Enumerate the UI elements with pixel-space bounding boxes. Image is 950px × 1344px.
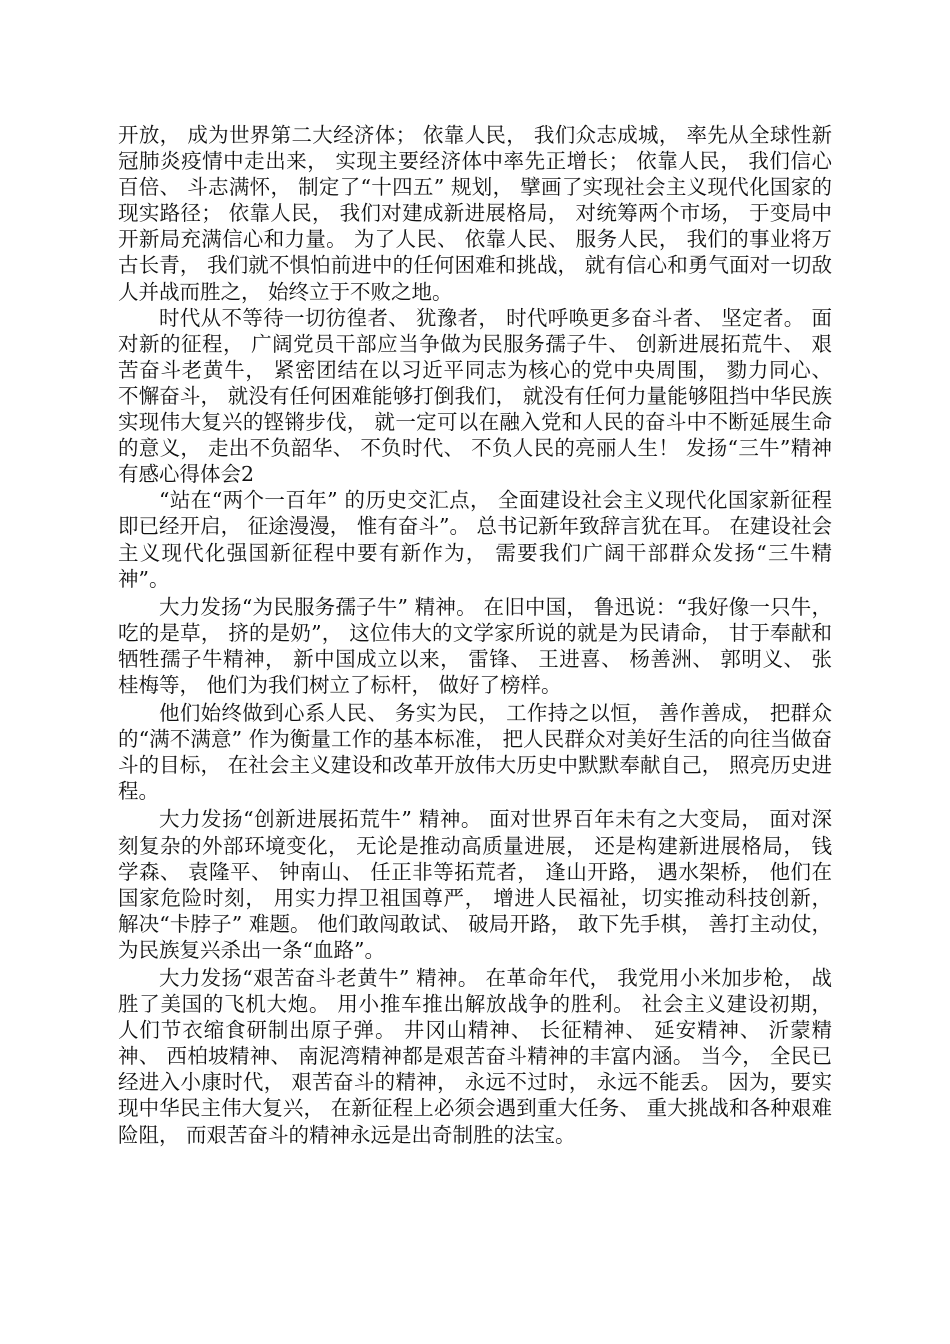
paragraph-serve-people: 他们始终做到心系人民、 务实为民， 工作持之以恒， 善作善成， 把群众的“满不满意” 作为衡量工作的基本标准， 把人民群众对美好生活的向往当做奋斗的目标， 在社会主义建设和改革开放伟大历史中默默奉献自己， 照亮历史进程。 — [118, 701, 832, 804]
paragraph-new-journey: “站在“两个一百年” 的历史交汇点， 全面建设社会主义现代化国家新征程即已经开启， 征途漫漫， 惟有奋斗”。 总书记新年致辞言犹在耳。 在建设社会主义现代化强国新征程中要有新作为， 需要我们广阔干部群众发扬“三牛精神”。 — [118, 488, 832, 591]
paragraph-service-ox: 大力发扬“为民服务孺子牛” 精神。 在旧中国， 鲁迅说：“我好像一只牛， 吃的是草， 挤的是奶”， 这位伟大的文学家所说的就是为民请命， 甘于奉献和牺牲孺子牛精神， 新中国成立以来， 雷锋、 王进喜、 杨善洲、 郭明义、 张桂梅等， 他们为我们树立了标杆， 做好了榜样。 — [118, 594, 832, 697]
paragraph-people-reliance: 开放， 成为世界第二大经济体； 依靠人民， 我们众志成城， 率先从全球性新冠肺炎疫情中走出来， 实现主要经济体中率先正增长； 依靠人民， 我们信心百倍、 斗志满怀， 制定了“十四五” 规划， 擘画了实现社会主义现代化国家的现实路径； 依靠人民， 我们对建成新进展格局， 对统筹两个市场， 于变局中开新局充满信心和力量。 为了人民、 依靠人民、 服务人民， 我们的事业将万古长青， 我们就不惧怕前进中的任何困难和挑战， 就有信心和勇气面对一切敌人并战而胜之， 始终立于不败之地。 — [118, 123, 832, 304]
paragraph-era-strivers: 时代从不等待一切彷徨者、 犹豫者， 时代呼唤更多奋斗者、 坚定者。 面对新的征程， 广阔党员干部应当争做为民服务孺子牛、 创新进展拓荒牛、 艰苦奋斗老黄牛， 紧密团结在以习近平同志为核心的党中央周围， 勠力同心、 不懈奋斗， 就没有任何困难能够打倒我们， 就没有任何力量能够阻挡中华民族实现伟大复兴的铿锵步伐， 就一定可以在融入党和人民的奋斗中不断延展生命的意义， 走出不负韶华、 不负时代、 不负人民的亮丽人生！ 发扬“三牛”精神有感心得体会2 — [118, 305, 832, 487]
document-body — [118, 122, 832, 1148]
paragraph-pioneer-ox: 大力发扬“创新进展拓荒牛” 精神。 面对世界百年未有之大变局， 面对深刻复杂的外部环境变化， 无论是推动高质量进展， 还是构建新进展格局， 钱学森、 袁隆平、 钟南山、 任正非等拓荒者， 逢山开路， 遇水架桥， 他们在国家危险时刻， 用实力捍卫祖国尊严， 增进人民福祉，切实推动科技创新， 解决“卡脖子” 难题。 他们敢闯敢试、 破局开路， 敢下先手棋， 善打主动仗， 为民族复兴杀出一条“血路”。 — [118, 807, 832, 962]
paragraph-hardworking-ox: 大力发扬“艰苦奋斗老黄牛” 精神。 在革命年代， 我党用小米加步枪， 战胜了美国的飞机大炮。 用小推车推出解放战争的胜利。 社会主义建设初期， 人们节衣缩食研制出原子弹。 井冈山精神、 长征精神、 延安精神、 沂蒙精神、 西柏坡精神、 南泥湾精神都是艰苦奋斗精神的丰富内涵。 当今， 全民已经进入小康时代， 艰苦奋斗的精神， 永远不过时， 永远不能丢。 因为，要实现中华民主伟大复兴， 在新征程上必须会遇到重大任务、 重大挑战和各种艰难险阻， 而艰苦奋斗的精神永远是出奇制胜的法宝。 — [118, 966, 832, 1147]
